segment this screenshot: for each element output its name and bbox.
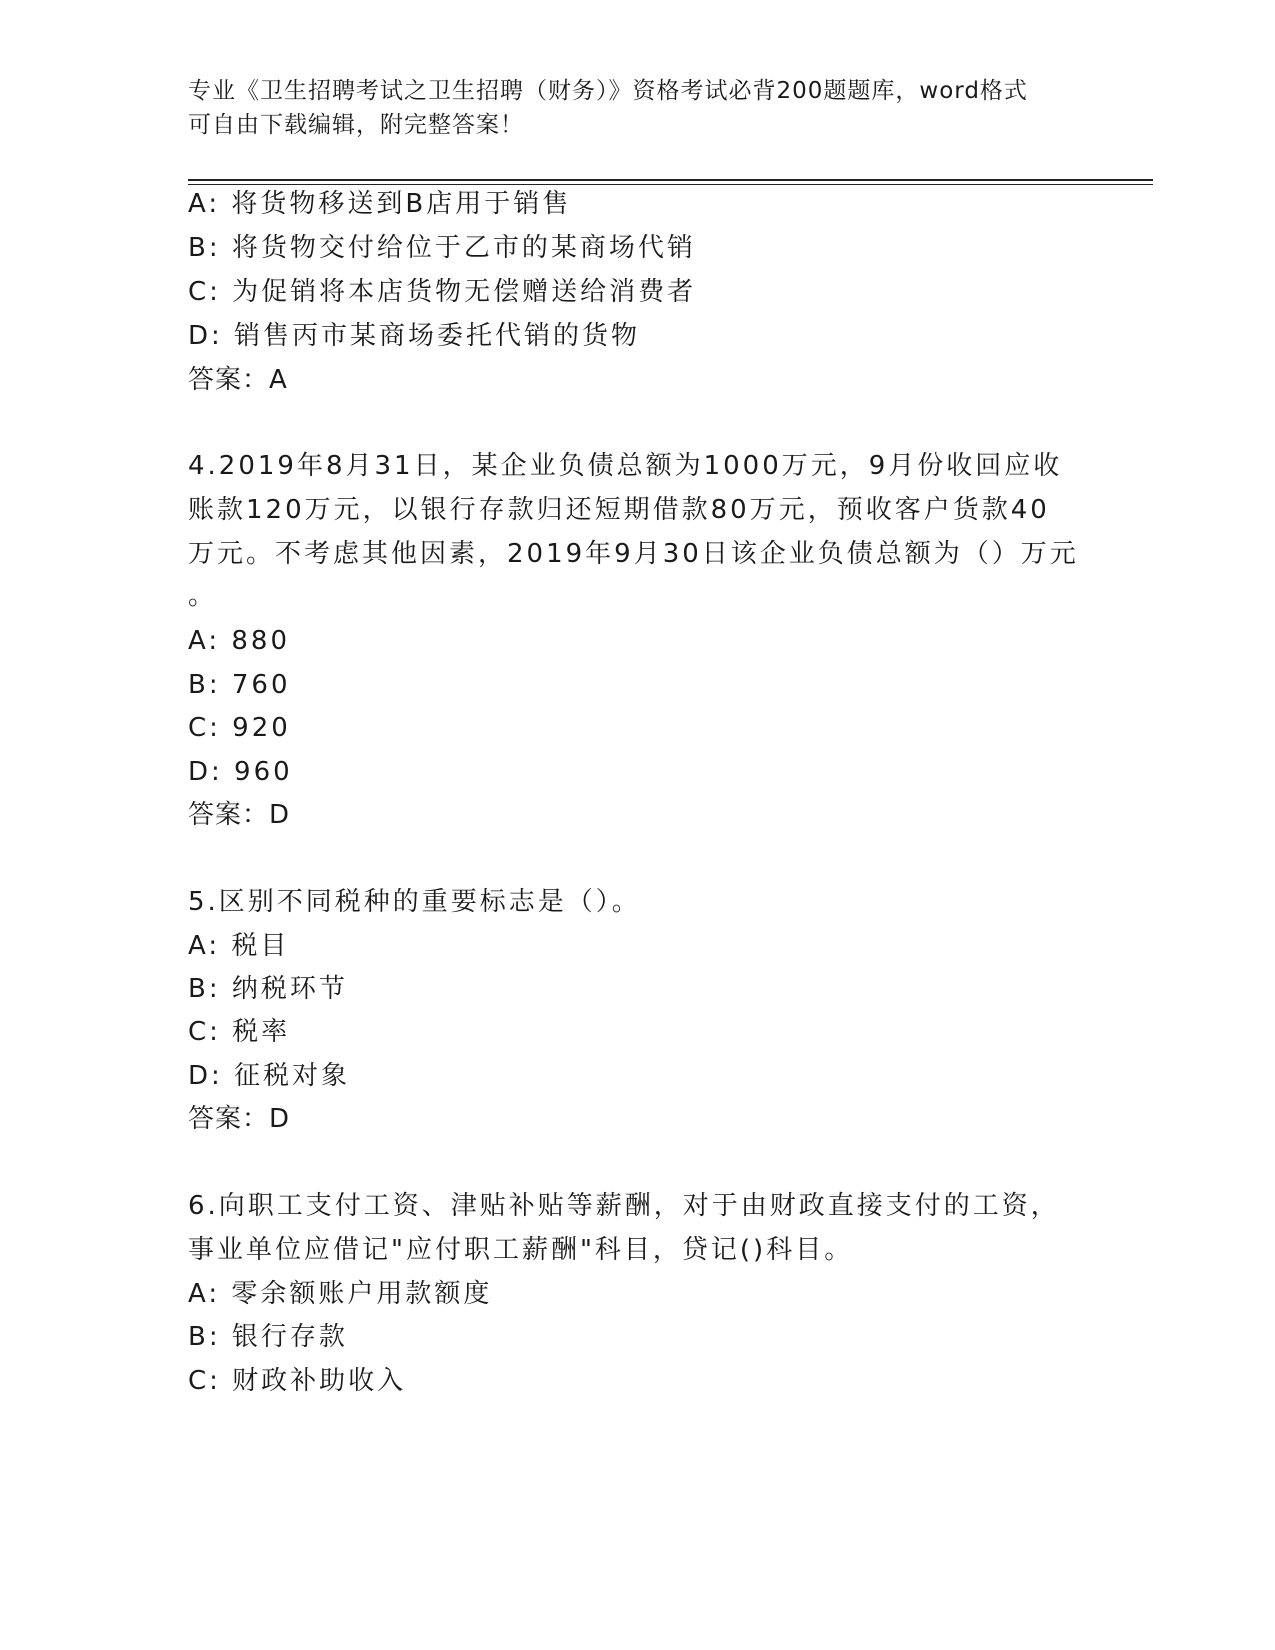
q6-stem-line-2: 事业单位应借记"应付职工薪酬"科目，贷记()科目。: [188, 1235, 854, 1265]
q3-option-a: A: 将货物移送到B店用于销售: [188, 189, 572, 219]
q4-option-a: A: 880: [188, 626, 290, 656]
header-divider-thick: [188, 179, 1153, 181]
header-line-1: 专业《卫生招聘考试之卫生招聘（财务）》资格考试必背200题题库，word格式: [188, 78, 1028, 104]
q4-stem-line-3: 万元。不考虑其他因素，2019年9月30日该企业负债总额为（）万元: [188, 539, 1079, 569]
q5-stem: 5.区别不同税种的重要标志是（）。: [188, 887, 641, 917]
q6-option-c: C: 财政补助收入: [188, 1366, 407, 1396]
q5-option-a: A: 税目: [188, 931, 290, 961]
q6-stem-line-1: 6.向职工支付工资、津贴补贴等薪酬，对于由财政直接支付的工资，: [188, 1191, 1060, 1221]
q4-stem-line-1: 4.2019年8月31日，某企业负债总额为1000万元，9月份收回应收: [188, 451, 1063, 481]
q4-stem-line-2: 账款120万元，以银行存款归还短期借款80万元，预收客户货款40: [188, 495, 1050, 525]
q4-option-d: D: 960: [188, 757, 293, 787]
header-line-2: 可自由下载编辑，附完整答案！: [188, 112, 524, 138]
q4-option-c: C: 920: [188, 713, 291, 743]
document-header: [188, 74, 1088, 142]
q6-option-b: B: 银行存款: [188, 1322, 348, 1352]
q3-option-c: C: 为促销将本店货物无偿赠送给消费者: [188, 277, 697, 307]
q3-option-d: D: 销售丙市某商场委托代销的货物: [188, 321, 641, 351]
q5-option-c: C: 税率: [188, 1017, 291, 1047]
q4-answer: 答案：D: [188, 800, 291, 830]
q6-option-a: A: 零余额账户用款额度: [188, 1279, 493, 1309]
q3-option-b: B: 将货物交付给位于乙市的某商场代销: [188, 233, 696, 263]
q5-answer: 答案：D: [188, 1104, 291, 1134]
header-divider-thin: [188, 184, 1153, 185]
q5-option-d: D: 征税对象: [188, 1061, 351, 1091]
q5-option-b: B: 纳税环节: [188, 974, 348, 1004]
q4-stem-line-4: 。: [188, 581, 218, 611]
q4-option-b: B: 760: [188, 670, 291, 700]
q3-answer: 答案：A: [188, 365, 288, 395]
